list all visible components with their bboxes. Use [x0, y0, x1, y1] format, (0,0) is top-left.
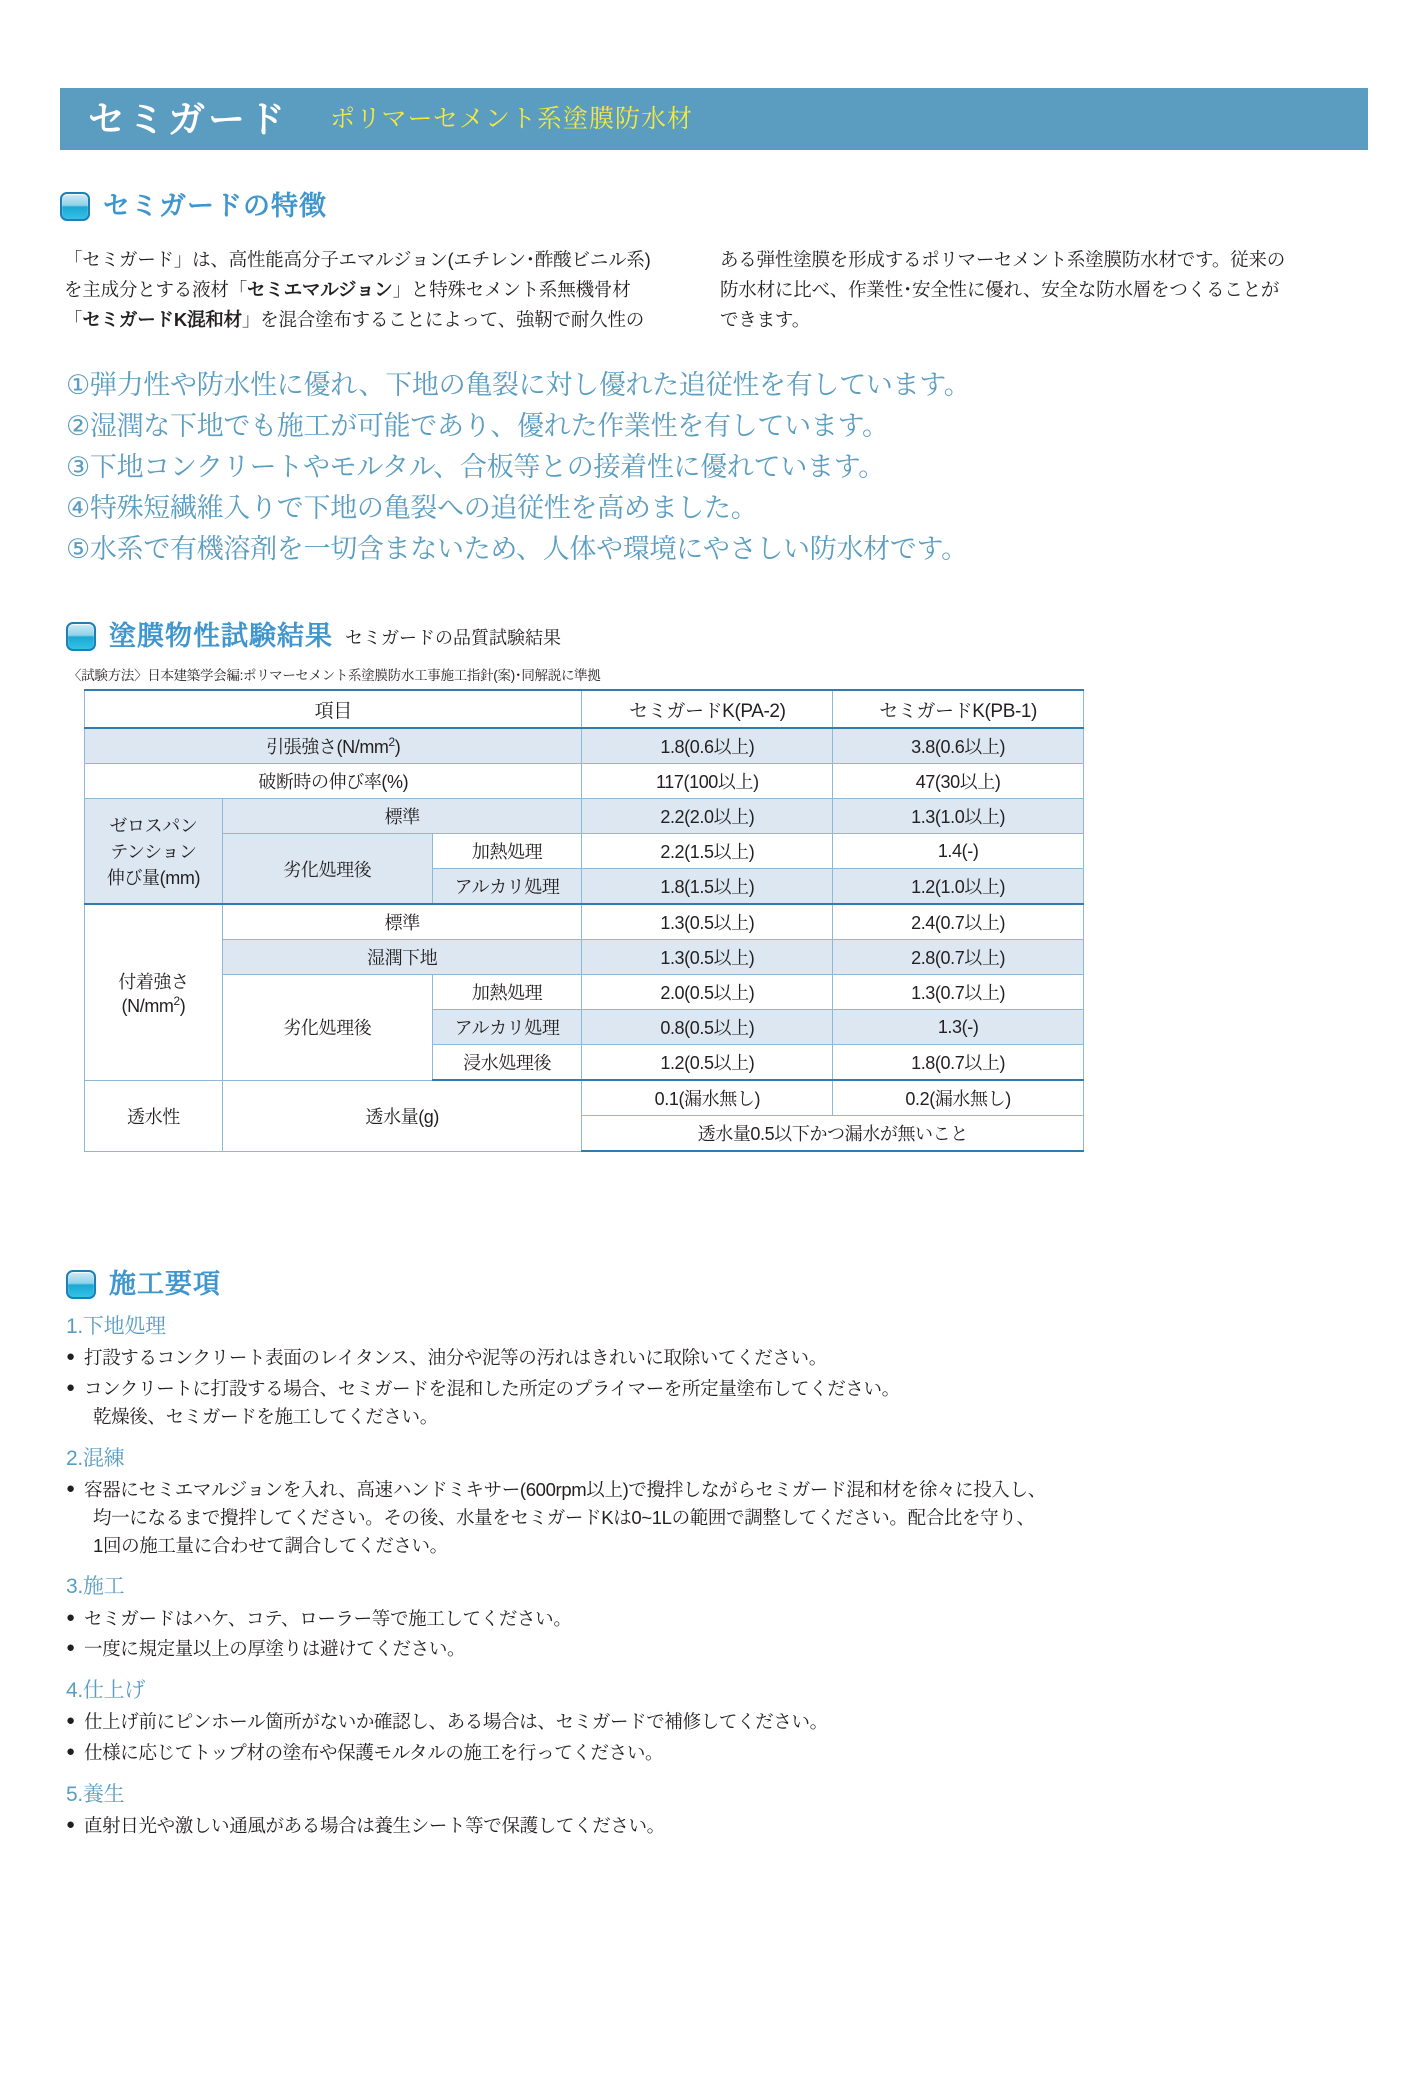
intro-left-line-1: 「セミガード」は、高性能高分子エマルジョン(エチレン･酢酸ビニル系) [64, 249, 651, 270]
cell-perm-sub-label: 透水量(g) [222, 1080, 582, 1151]
construction-step-title: 5.養生 [66, 1782, 125, 1806]
zerospan-line-2: テンション [110, 842, 197, 863]
cell-zero-alkali-pb1: 1.2(1.0以上) [833, 869, 1084, 905]
bullet-item [66, 1708, 1368, 1736]
bullet-dot-icon: ● [66, 1379, 75, 1397]
feature-item-5: ⑤水系で有機溶剤を一切含まないため、人体や環境にやさしい防水材です。 [66, 534, 968, 565]
table-row [85, 834, 1084, 869]
test-method-note: 〈試験方法〉日本建築学会編:ポリマーセメント系塗膜防水工事施工指針(案)･同解説に準拠 [68, 668, 601, 684]
header-item: 項目 [85, 690, 582, 728]
adhesion-line-2-text: (N/mm [121, 995, 174, 1016]
cell-adh-alkali-pa2: 0.8(0.5以上) [582, 1010, 833, 1045]
bullet-dot-icon: ● [66, 1480, 75, 1497]
construction-block [66, 1445, 1368, 1560]
cell-zero-standard: 標準 [222, 799, 582, 834]
features-section-heading [60, 192, 1368, 221]
intro-left-column [60, 245, 720, 335]
row-label-elongation: 破断時の伸び率(%) [85, 764, 582, 799]
table-row [85, 728, 1084, 764]
cell-adh-standard: 標準 [222, 904, 582, 940]
bullet-item [66, 1812, 1368, 1840]
test-results-heading [66, 622, 1368, 651]
intro-left-line-3 [64, 305, 720, 335]
bullet-text: 一度に規定量以上の厚塗りは避けてください。 [84, 1638, 466, 1660]
test-heading-text: 塗膜物性試験結果 [109, 621, 333, 652]
table-row [85, 904, 1084, 940]
construction-section-heading [66, 1270, 1368, 1299]
bullet-text: セミガードはハケ、コテ、ローラー等で施工してください。 [84, 1607, 572, 1629]
table-header-row [85, 690, 1084, 728]
bullet-dot-icon: ● [66, 1743, 75, 1761]
bullet-dot-icon: ● [66, 1639, 75, 1657]
construction-heading-text: 施工要項 [109, 1269, 221, 1300]
cell-elong-pa2: 117(100以上) [582, 764, 833, 799]
cell-zero-std-pa2: 2.2(2.0以上) [582, 799, 833, 834]
construction-block [66, 1573, 1368, 1663]
cell-zero-heat-pa2: 2.2(1.5以上) [582, 834, 833, 869]
bullet-item [66, 1739, 1368, 1767]
product-title: セミガード [88, 98, 288, 140]
intro-left-3b-bold: セミガードK混和材 [82, 308, 242, 330]
spec-table [84, 689, 1084, 1152]
cell-adh-alkali-label: アルカリ処理 [432, 1010, 582, 1045]
intro-left-line-2 [64, 275, 720, 305]
intro-left-2c: 」と特殊セメント系無機骨材 [392, 278, 631, 300]
cell-adh-wet-pb1: 2.8(0.7以上) [833, 940, 1084, 975]
zerospan-line-1: ゼロスパン [109, 816, 198, 837]
construction-section [60, 1270, 1368, 1840]
zerospan-line-3: 伸び量(mm) [106, 868, 201, 889]
cell-adh-degraded-label: 劣化処理後 [222, 975, 432, 1081]
cell-adh-wet-pa2: 1.3(0.5以上) [582, 940, 833, 975]
table-row [85, 940, 1084, 975]
construction-block [66, 1313, 1368, 1431]
cell-adh-alkali-pb1: 1.3(-) [833, 1010, 1084, 1045]
cell-zero-degraded-label: 劣化処理後 [222, 834, 432, 905]
intro-left-3c: 」を混合塗布することによって、強靭で耐久性の [241, 308, 645, 330]
feature-item-1: ①弾力性や防水性に優れ、下地の亀裂に対し優れた追従性を有しています。 [66, 369, 971, 400]
bullet-item [66, 1344, 1368, 1372]
adhesion-line-2-sup: 2 [173, 993, 180, 1008]
section-bullet-icon [66, 622, 96, 651]
cell-tensile-pb1: 3.8(0.6以上) [833, 728, 1084, 764]
cell-perm-pa2: 0.1(漏水無し) [582, 1080, 833, 1116]
bullet-text: 仕様に応じてトップ材の塗布や保護モルタルの施工を行ってください。 [84, 1742, 664, 1764]
features-section [60, 192, 1368, 570]
bullet-item [66, 1605, 1368, 1633]
intro-paragraphs [60, 245, 1368, 335]
intro-left-2a: を主成分とする液材「 [64, 278, 248, 300]
product-subtitle: ポリマーセメント系塗膜防水材 [330, 104, 694, 133]
header-pb1: セミガードK(PB-1) [833, 690, 1084, 728]
bullet-dot-icon: ● [66, 1816, 75, 1834]
intro-right-line-1: ある弾性塗膜を形成するポリマーセメント系塗膜防水材です。従来の [720, 249, 1286, 270]
cell-zero-std-pb1: 1.3(1.0以上) [833, 799, 1084, 834]
intro-right-line-2: 防水材に比べ、作業性･安全性に優れ、安全な防水層をつくることが [720, 278, 1280, 300]
bullet-text [84, 1375, 1368, 1431]
construction-block [66, 1781, 1368, 1840]
construction-block [66, 1677, 1368, 1767]
tensile-label-end: ) [394, 737, 401, 758]
cell-adh-heat-label: 加熱処理 [432, 975, 582, 1010]
bullet-main-line: 容器にセミエマルジョンを入れ、高速ハンドミキサー(600rpm以上)で攪拌しながらセミガード混和材を徐々に投入し、 [84, 1479, 1046, 1500]
row-label-tensile [85, 728, 582, 764]
cell-adh-std-pa2: 1.3(0.5以上) [582, 904, 833, 940]
cell-adh-heat-pa2: 2.0(0.5以上) [582, 975, 833, 1010]
cell-adh-std-pb1: 2.4(0.7以上) [833, 904, 1084, 940]
bullet-dot-icon: ● [66, 1608, 75, 1626]
row-label-zerospan [85, 799, 223, 905]
cell-adh-immerse-label: 浸水処理後 [432, 1045, 582, 1081]
cell-adh-immerse-pb1: 1.8(0.7以上) [833, 1045, 1084, 1081]
bullet-text: 仕上げ前にピンホール箇所がないか確認し、ある場合は、セミガードで補修してください。 [84, 1711, 828, 1733]
bullet-text: 打設するコンクリート表面のレイタンス、油分や泥等の汚れはきれいに取除いてください。 [84, 1347, 827, 1369]
intro-right-line-3: できます。 [720, 308, 811, 330]
test-results-section [60, 622, 1368, 1152]
feature-item-3: ③下地コンクリートやモルタル、合板等との接着性に優れています。 [66, 451, 885, 482]
bullet-dot-icon: ● [66, 1348, 75, 1366]
cell-zero-heat-pb1: 1.4(-) [833, 834, 1084, 869]
bullet-text [84, 1476, 1368, 1559]
row-label-adhesion [85, 904, 223, 1080]
feature-item-2: ②湿潤な下地でも施工が可能であり、優れた作業性を有しています。 [66, 410, 889, 441]
intro-left-2b-bold: セミエマルジョン [247, 278, 393, 300]
construction-step-title: 3.施工 [66, 1575, 125, 1599]
cell-zero-alkali-pa2: 1.8(1.5以上) [582, 869, 833, 905]
intro-right-column [720, 245, 1290, 335]
section-bullet-icon [66, 1270, 96, 1299]
cell-zero-alkali-label: アルカリ処理 [432, 869, 582, 905]
bullet-item [66, 1635, 1368, 1663]
intro-left-3a: 「 [64, 308, 83, 330]
cell-perm-requirement: 透水量0.5以下かつ漏水が無いこと [582, 1116, 1084, 1152]
table-row [85, 975, 1084, 1010]
construction-step-title: 4.仕上げ [66, 1679, 146, 1703]
cell-zero-heat-label: 加熱処理 [432, 834, 582, 869]
adhesion-line-1: 付着強さ [118, 971, 189, 992]
table-row [85, 764, 1084, 799]
cell-tensile-pa2: 1.8(0.6以上) [582, 728, 833, 764]
construction-step-title: 2.混練 [66, 1446, 125, 1470]
tensile-label-sup: 2 [388, 735, 395, 750]
bullet-cont-line: 乾燥後、セミガードを施工してください。 [93, 1405, 438, 1427]
cell-elong-pb1: 47(30以上) [833, 764, 1084, 799]
features-heading-text: セミガードの特徴 [103, 191, 327, 221]
section-bullet-icon [60, 192, 90, 221]
cell-perm-pb1: 0.2(漏水無し) [833, 1080, 1084, 1116]
bullet-item [66, 1375, 1368, 1431]
bullet-item [66, 1476, 1368, 1559]
construction-step-title: 1.下地処理 [66, 1315, 166, 1339]
feature-item-4: ④特殊短繊維入りで下地の亀裂への追従性を高めました。 [66, 493, 758, 523]
page-header-banner [60, 88, 1368, 150]
bullet-cont-line-2: 1回の施工量に合わせて調合してください。 [93, 1534, 448, 1556]
bullet-main-line: コンクリートに打設する場合、セミガードを混和した所定のプライマーを所定量塗布してください。 [84, 1378, 900, 1400]
header-pa2: セミガードK(PA-2) [582, 690, 833, 728]
adhesion-line-2 [89, 994, 218, 1017]
tensile-label-text: 引張強さ(N/mm [266, 737, 389, 758]
adhesion-line-2-end: ) [179, 995, 186, 1016]
bullet-dot-icon: ● [66, 1712, 75, 1730]
row-label-permeability: 透水性 [85, 1080, 223, 1151]
test-heading-subtext: セミガードの品質試験結果 [345, 627, 561, 648]
cell-adh-immerse-pa2: 1.2(0.5以上) [582, 1045, 833, 1081]
bullet-text: 直射日光や激しい通風がある場合は養生シート等で保護してください。 [84, 1815, 665, 1837]
cell-adh-wet-label: 湿潤下地 [222, 940, 582, 975]
cell-adh-heat-pb1: 1.3(0.7以上) [833, 975, 1084, 1010]
feature-list [60, 365, 1368, 570]
bullet-cont-line: 均一になるまで攪拌してください。その後、水量をセミガードKは0~1Lの範囲で調整してください。配合比を守り、 [93, 1506, 1035, 1528]
table-row [85, 799, 1084, 834]
table-row [85, 1080, 1084, 1116]
